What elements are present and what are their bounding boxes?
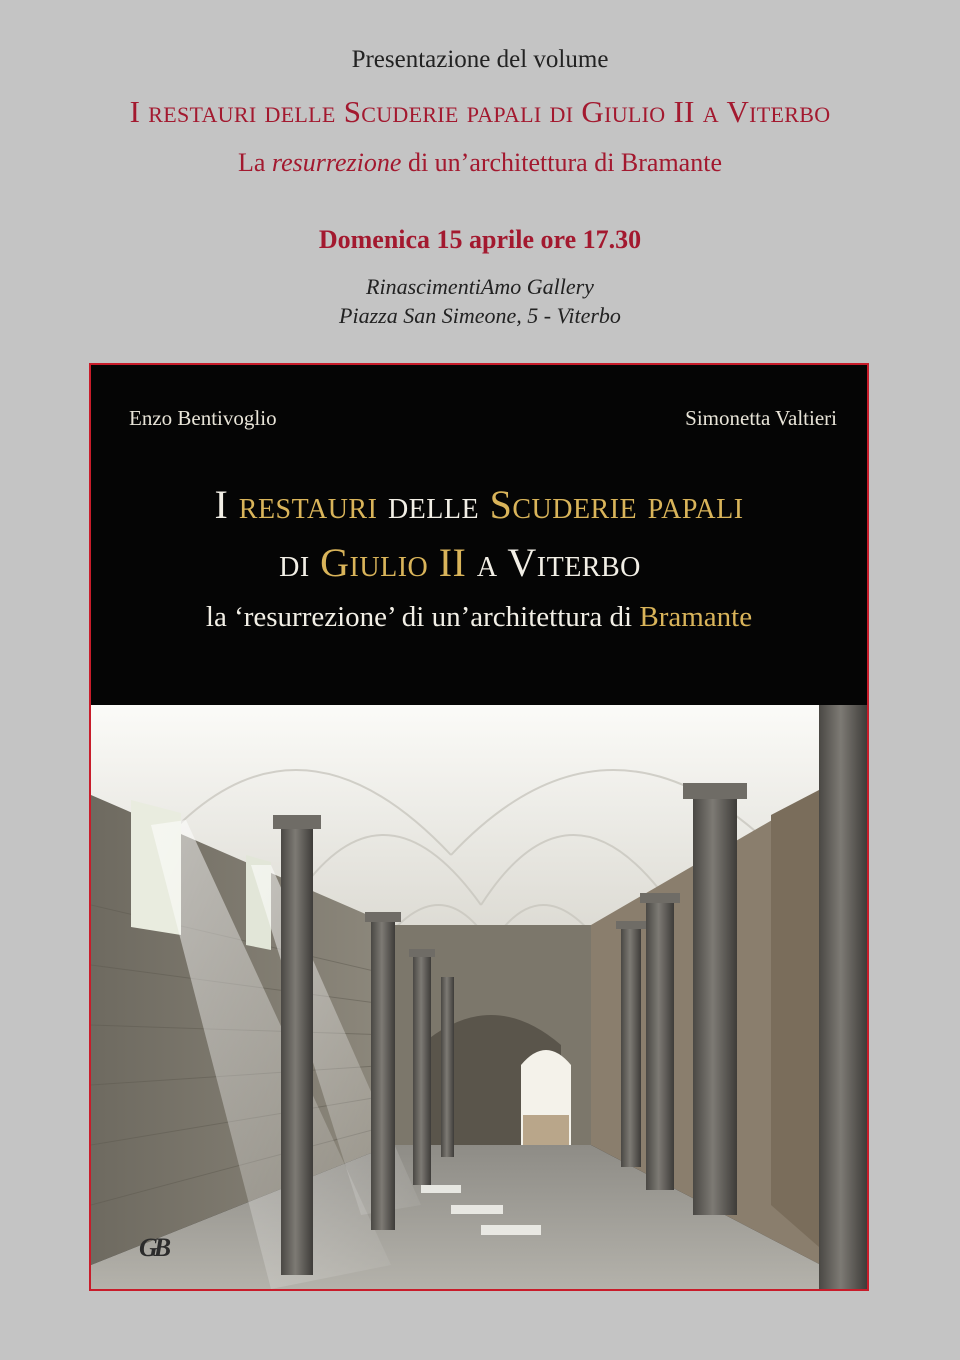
cover-subtitle-gold: Bramante: [639, 601, 753, 633]
cover-subtitle: [91, 601, 867, 634]
book-cover: [89, 363, 869, 1291]
title-word-gold: Scuderie papali: [489, 482, 744, 527]
author-right: Simonetta Valtieri: [685, 406, 837, 430]
event-date: Domenica 15 aprile ore 17.30: [318, 225, 642, 254]
cover-title-line1: [91, 476, 867, 534]
venue-name: RinascimentiAmo Gallery: [366, 274, 594, 299]
title-word: delle: [377, 482, 490, 527]
title-word: di: [279, 540, 321, 585]
cover-subtitle-text: la ‘resurrezione’ di un’architettura di: [205, 601, 640, 633]
event-title: I restauri delle Scuderie papali di Giulio II a Viterbo: [129, 94, 831, 129]
event-subtitle: [0, 148, 960, 178]
subtitle-prefix: La: [238, 148, 272, 177]
title-word: a Viterbo: [466, 540, 641, 585]
title-word: I: [214, 482, 239, 527]
publisher-logo: GB: [139, 1233, 168, 1262]
vaulted-hall-illustration: [91, 705, 867, 1289]
author-left: Enzo Bentivoglio: [129, 406, 277, 430]
title-word-gold: Giulio II: [320, 540, 467, 585]
cover-title-panel: [91, 365, 867, 705]
venue-address: Piazza San Simeone, 5 - Viterbo: [339, 303, 621, 328]
cover-title: [91, 476, 867, 592]
subtitle-italic: resurrezione: [271, 148, 402, 177]
subtitle-suffix: di un’architettura di Bramante: [401, 148, 722, 177]
venue: [0, 272, 960, 330]
cover-title-line2: [91, 534, 867, 592]
title-word-gold: restauri: [238, 482, 378, 527]
cover-photo-stables-interior: [91, 705, 867, 1289]
presentation-label: Presentazione del volume: [351, 46, 609, 73]
